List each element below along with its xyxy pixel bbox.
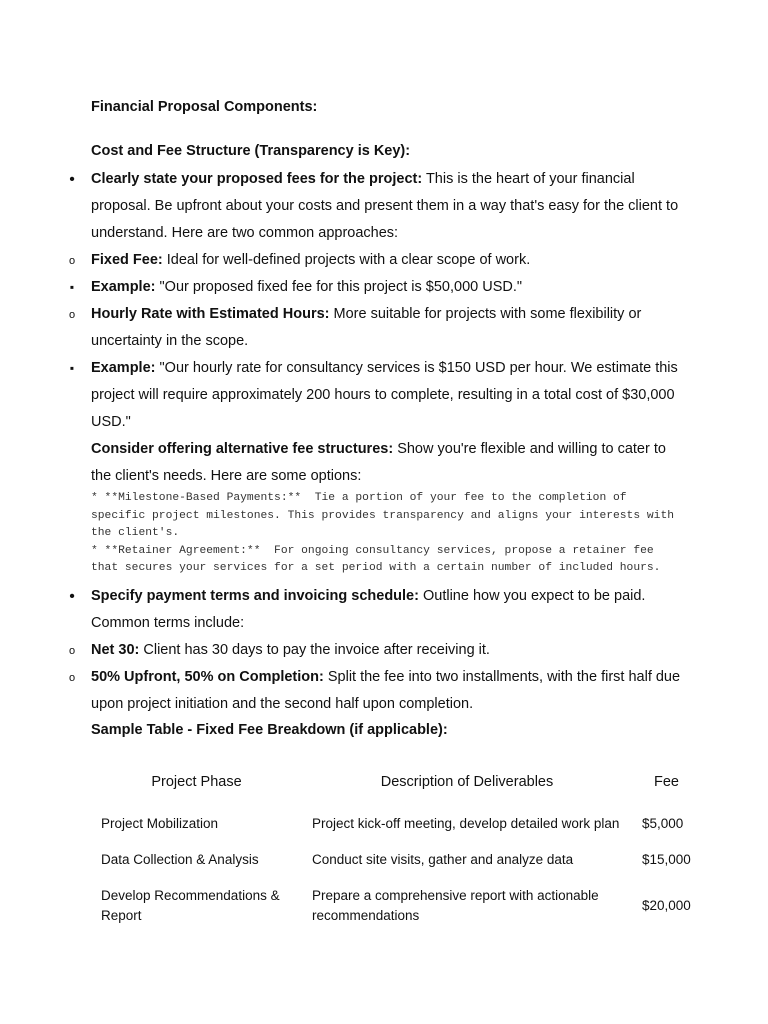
item-lead: Specify payment terms and invoicing schedule: — [91, 587, 419, 604]
item-lead: 50% Upfront, 50% on Completion: — [91, 668, 324, 685]
circle-bullet-icon — [66, 637, 78, 665]
list-item — [91, 583, 681, 637]
table-cell: Prepare a comprehensive report with actionable recommendations — [312, 888, 599, 923]
item-lead: Hourly Rate with Estimated Hours: — [91, 306, 330, 322]
table-cell: $5,000 — [642, 816, 684, 831]
document-heading: Financial Proposal Components: — [91, 99, 318, 115]
item-lead: Clearly state your proposed fees for the project: — [91, 171, 423, 187]
code-block: * **Milestone-Based Payments:** Tie a portion of your fee to the completion of specific project milestones. This provides transparency and aligns your interests with the client's. * **Retainer Agreement:** For ongoing consultancy services, propose a retainer fee that secures your services for a set period with a certain number of included hours. — [91, 492, 675, 574]
item-text: Outline how you expect to be paid. Common terms include: — [91, 587, 646, 631]
table-row — [91, 842, 701, 878]
document-body — [91, 96, 681, 741]
table-cell: Conduct site visits, gather and analyze data — [312, 852, 574, 867]
square-bullet-icon — [66, 355, 78, 382]
item-text: "Our hourly rate for consultancy services is $150 USD per hour. We estimate this project will require approximately 200 hours to complete, resulting in a total cost of $30,000 USD." — [91, 360, 678, 430]
table-row — [91, 878, 701, 934]
item-text: This is the heart of your financial proposal. Be upfront about your costs and present them in a way that's easy for the client to understand. Here are two common approaches: — [91, 171, 679, 241]
table-cell: Project Mobilization — [101, 816, 219, 831]
item-text: More suitable for projects with some flexibility or uncertainty in the scope. — [91, 306, 642, 349]
table-cell: $15,000 — [642, 852, 691, 867]
table-cell: Project kick-off meeting, develop detailed work plan — [312, 816, 620, 831]
circle-bullet-icon — [66, 247, 78, 275]
disc-bullet-icon — [66, 166, 78, 194]
item-lead: Net 30: — [91, 641, 140, 658]
list-item — [91, 274, 681, 301]
list-item — [91, 637, 681, 664]
item-text: Show you're flexible and willing to cater to the client's needs. Here are some options: — [91, 441, 666, 484]
square-bullet-icon — [66, 274, 78, 301]
item-lead: Consider offering alternative fee structures: — [91, 441, 394, 457]
item-lead: Fixed Fee: — [91, 252, 163, 268]
table-cell: $20,000 — [642, 898, 691, 913]
item-lead: Example: — [91, 360, 156, 376]
item-text: Split the fee into two installments, with the first half due upon project initiation and the second half upon completion. — [91, 668, 681, 712]
list-item — [91, 355, 681, 436]
circle-bullet-icon — [66, 664, 78, 692]
table-header-row — [91, 762, 701, 802]
section-subheading: Cost and Fee Structure (Transparency is Key): — [91, 143, 411, 159]
column-header: Project Phase — [151, 774, 242, 790]
disc-bullet-icon — [66, 583, 78, 611]
list-item — [91, 664, 681, 718]
item-lead: Example: — [91, 279, 156, 295]
circle-bullet-icon — [66, 301, 78, 329]
item-text: Client has 30 days to pay the invoice after receiving it. — [139, 641, 490, 658]
item-text: Ideal for well-defined projects with a clear scope of work. — [162, 252, 531, 268]
item-text: "Our proposed fixed fee for this project is $50,000 USD." — [155, 279, 523, 295]
list-item — [91, 301, 681, 355]
column-header: Fee — [654, 774, 679, 790]
fee-breakdown-table — [91, 762, 701, 934]
paragraph — [91, 436, 681, 490]
list-item — [91, 166, 681, 247]
table-cell: Develop Recommendations & Report — [101, 888, 280, 923]
column-header: Description of Deliverables — [380, 774, 554, 790]
table-row — [91, 802, 701, 842]
list-item — [91, 247, 681, 274]
table-title: Sample Table - Fixed Fee Breakdown (if applicable): — [91, 721, 448, 738]
table-cell: Data Collection & Analysis — [101, 852, 259, 867]
